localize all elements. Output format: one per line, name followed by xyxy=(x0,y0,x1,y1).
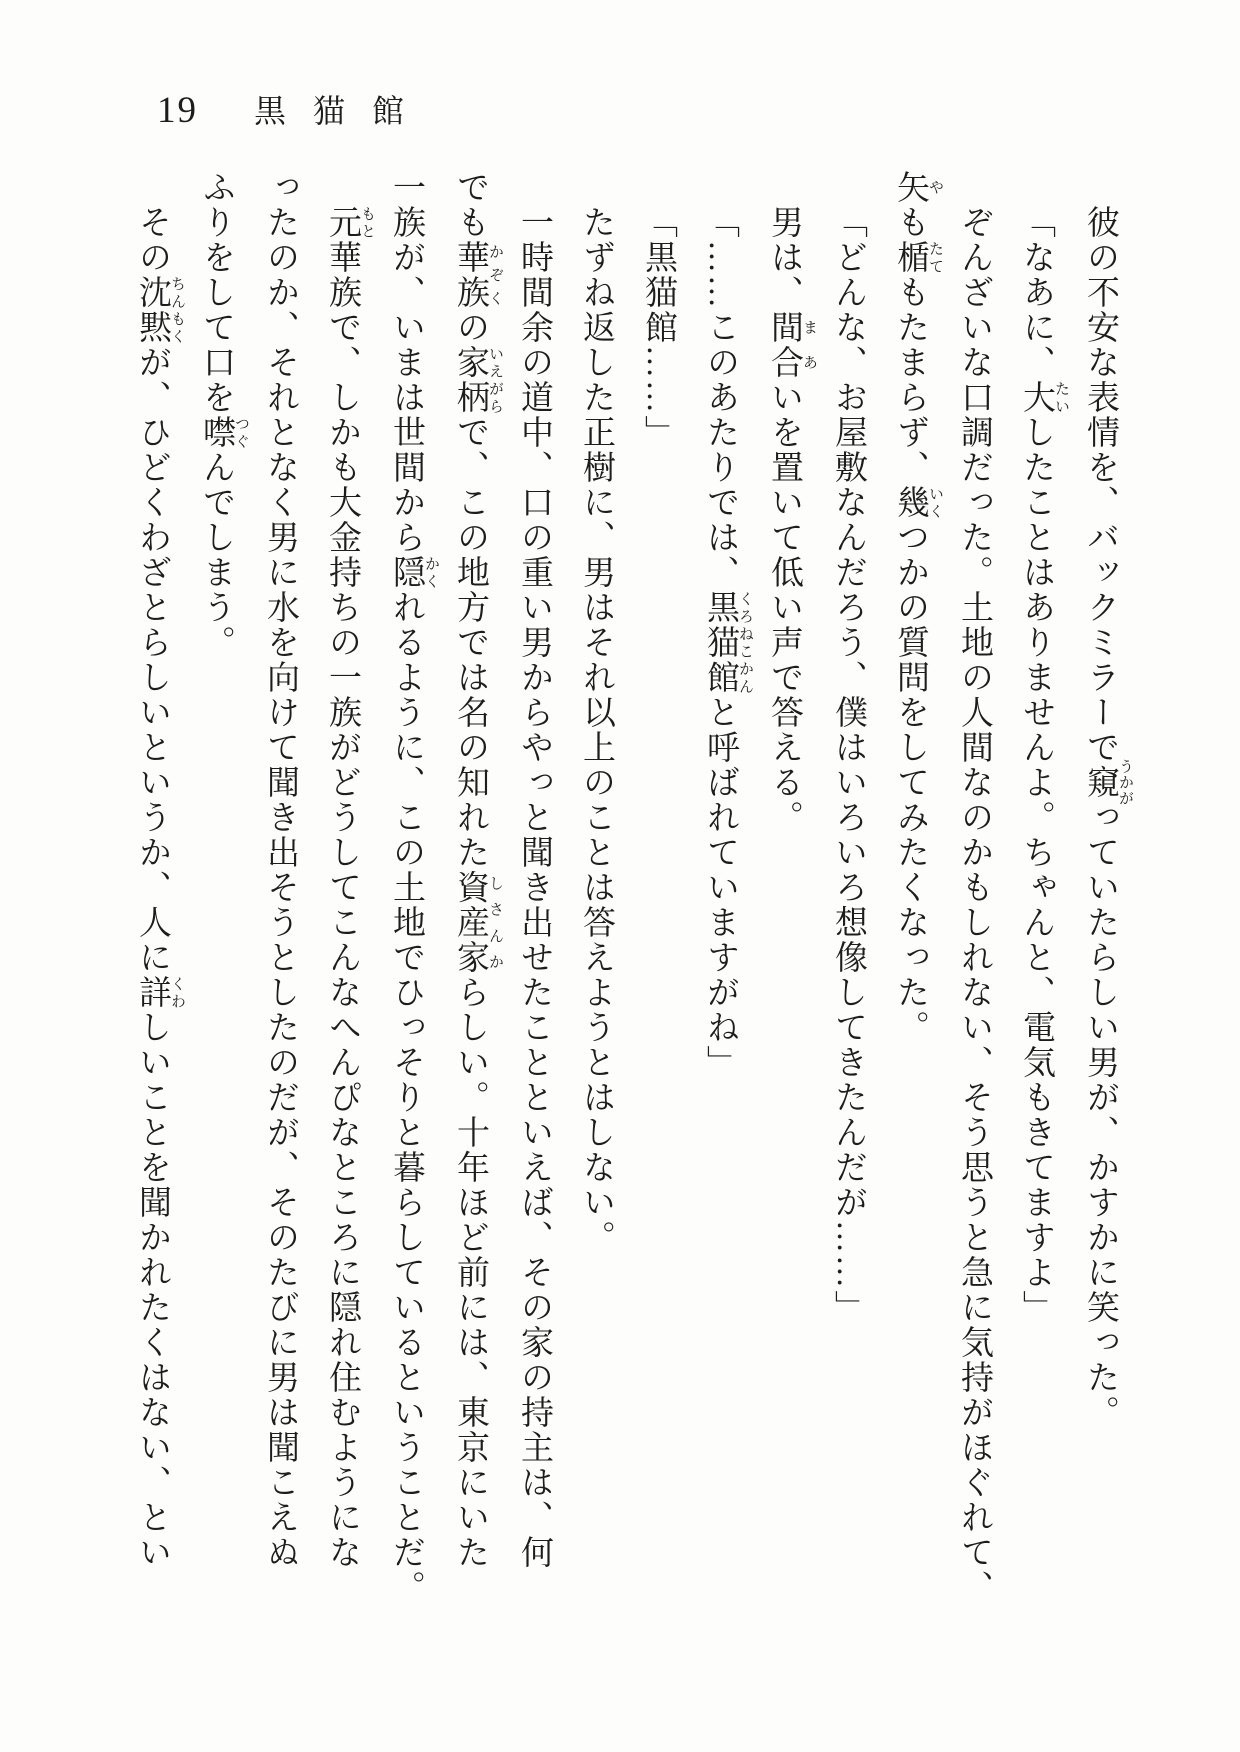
ruby-annotated-word: 隠 かく xyxy=(388,555,439,590)
text-line: たずね返した正樹に、男はそれ以上のことは答えようとはしない。 xyxy=(578,205,614,1255)
running-head xyxy=(157,92,431,129)
ruby-annotated-word: 華族 かぞく xyxy=(452,240,503,310)
ruby-annotated-word: 大 たい xyxy=(1018,380,1069,415)
ruby-annotated-word: 黒猫館 くろねこかん xyxy=(702,590,753,695)
text-line: 「……このあたりでは、黒猫館 くろねこかんと呼ばれていますがね」 xyxy=(702,205,753,1080)
ruby-annotated-word: 幾 いく xyxy=(892,485,943,520)
ruby-annotated-word: 家柄 いえがら xyxy=(452,345,503,415)
text-line: ぞんざいな口調だった。土地の人間なのかもしれない、そう思うと急に気持がほぐれて、 xyxy=(956,205,992,1605)
ruby-annotated-word: 沈黙 ちんもく xyxy=(134,275,185,345)
ruby-annotated-word: 詳 くわ xyxy=(134,975,185,1010)
text-line: ったのか、それとなく男に水を向けて聞き出そうとしたのだが、そのたびに男は聞こえぬ xyxy=(262,170,298,1570)
text-line: 一族が、いまは世間から隠 かくれるように、この土地でひっそりと暮らしているということだ。 xyxy=(388,170,439,1605)
text-line: 「黒猫館……」 xyxy=(640,205,676,450)
ruby-annotated-word: 楯 たて xyxy=(892,240,943,275)
ruby-annotated-word: 資産家 しさんか xyxy=(452,870,503,975)
text-line: でも華族 かぞくの家柄 いえがらで、この地方では名の知れた資産家 しさんからしい。十年ほど前には、東京にいた xyxy=(452,170,503,1570)
text-line: 「なあに、大 たいしたことはありませんよ。ちゃんと、電気もきてますよ」 xyxy=(1018,205,1069,1325)
ruby-annotated-word: 噤 つぐ xyxy=(198,415,249,450)
text-line: 矢 やも楯 たてもたまらず、幾 いくつかの質問をしてみたくなった。 xyxy=(892,170,943,1045)
text-line: 元 もと華族で、しかも大金持ちの一族がどうしてこんなへんぴなところに隠れ住むようにな xyxy=(324,205,375,1570)
text-line: 男は、間合 まあいを置いて低い声で答える。 xyxy=(766,205,817,835)
vertical-text-block xyxy=(134,170,1133,1610)
text-line: 一時間余の道中、口の重い男からやっと聞き出せたことといえば、その家の持主は、何 xyxy=(516,205,552,1570)
running-title: 黒猫館 xyxy=(254,93,432,129)
text-line: その沈黙 ちんもくが、ひどくわざとらしいというか、人に詳 くわしいことを聞かれたくはない、とい xyxy=(134,205,185,1570)
ruby-annotated-word: 矢 や xyxy=(892,170,943,205)
text-line: 彼の不安な表情を、バックミラーで窺 うかがっていたらしい男が、かすかに笑った。 xyxy=(1082,205,1133,1430)
text-line: ふりをして口を噤 つぐんでしまう。 xyxy=(198,170,249,660)
ruby-annotated-word: 窺 うかが xyxy=(1082,758,1133,807)
page-number: 19 xyxy=(157,90,198,131)
text-line: 「どんな、お屋敷なんだろう、僕はいろいろ想像してきたんだが……」 xyxy=(830,205,866,1325)
ruby-annotated-word: 間合 まあ xyxy=(766,310,817,380)
ruby-annotated-word: 元 もと xyxy=(324,205,375,240)
